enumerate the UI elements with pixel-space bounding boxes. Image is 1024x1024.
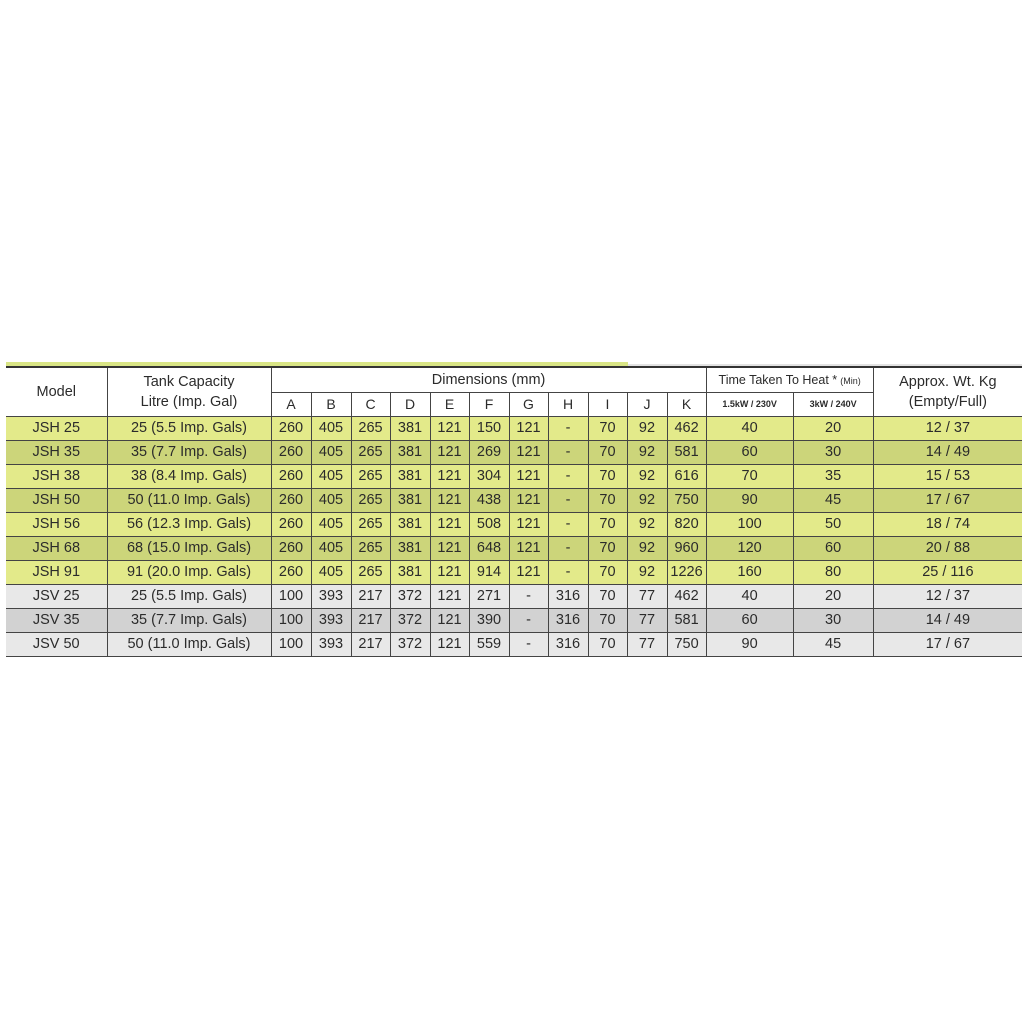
dim-g-cell: - [509, 584, 548, 608]
capacity-cell: 91 (20.0 Imp. Gals) [107, 560, 271, 584]
heat-2-cell: 45 [793, 632, 873, 656]
dim-h-cell: 316 [548, 632, 588, 656]
model-cell: JSH 38 [6, 464, 107, 488]
dim-k-cell: 462 [667, 584, 706, 608]
dim-j-cell: 77 [627, 608, 667, 632]
heat-2-cell: 80 [793, 560, 873, 584]
dim-k-cell: 960 [667, 536, 706, 560]
dim-f-cell: 271 [469, 584, 509, 608]
dim-d-cell: 381 [390, 464, 430, 488]
header-tank-capacity-line2: Litre (Imp. Gal) [140, 393, 238, 410]
table-row [6, 488, 1022, 512]
dim-j-cell: 92 [627, 536, 667, 560]
header-dim-k: K [667, 392, 706, 416]
dim-e-cell: 121 [430, 536, 469, 560]
dim-b-cell: 393 [311, 632, 351, 656]
capacity-cell: 38 (8.4 Imp. Gals) [107, 464, 271, 488]
dim-a-cell: 260 [271, 512, 311, 536]
dim-c-cell: 265 [351, 560, 390, 584]
dim-i-cell: 70 [588, 440, 627, 464]
heat-2-cell: 20 [793, 416, 873, 440]
heat-1-cell: 90 [706, 488, 793, 512]
dim-c-cell: 265 [351, 536, 390, 560]
dim-j-cell: 77 [627, 584, 667, 608]
dim-c-cell: 265 [351, 512, 390, 536]
dim-f-cell: 559 [469, 632, 509, 656]
table-row [6, 416, 1022, 440]
dim-g-cell: - [509, 608, 548, 632]
dim-a-cell: 100 [271, 608, 311, 632]
dim-k-cell: 820 [667, 512, 706, 536]
header-dim-d: D [390, 392, 430, 416]
weight-cell: 15 / 53 [873, 464, 1022, 488]
header-dim-g: G [509, 392, 548, 416]
dim-f-cell: 304 [469, 464, 509, 488]
dim-b-cell: 405 [311, 536, 351, 560]
dim-d-cell: 372 [390, 608, 430, 632]
weight-cell: 14 / 49 [873, 440, 1022, 464]
dim-c-cell: 265 [351, 488, 390, 512]
table-row [6, 632, 1022, 656]
dim-g-cell: 121 [509, 560, 548, 584]
header-dim-e: E [430, 392, 469, 416]
header-time-to-heat-label: Time Taken To Heat * [718, 372, 838, 387]
spec-table [6, 366, 1022, 657]
dim-b-cell: 405 [311, 560, 351, 584]
dim-i-cell: 70 [588, 632, 627, 656]
model-cell: JSV 35 [6, 608, 107, 632]
capacity-cell: 25 (5.5 Imp. Gals) [107, 416, 271, 440]
dim-j-cell: 77 [627, 632, 667, 656]
weight-cell: 17 / 67 [873, 488, 1022, 512]
heat-1-cell: 100 [706, 512, 793, 536]
table-row [6, 536, 1022, 560]
dim-b-cell: 405 [311, 440, 351, 464]
dim-e-cell: 121 [430, 488, 469, 512]
dim-e-cell: 121 [430, 560, 469, 584]
header-time-to-heat [706, 367, 873, 392]
dim-h-cell: - [548, 512, 588, 536]
header-dim-h: H [548, 392, 588, 416]
header-tank-capacity [107, 367, 271, 416]
dim-f-cell: 390 [469, 608, 509, 632]
header-weight-line1: Approx. Wt. Kg [899, 373, 997, 390]
dim-j-cell: 92 [627, 440, 667, 464]
heat-1-cell: 90 [706, 632, 793, 656]
dim-d-cell: 381 [390, 512, 430, 536]
dim-e-cell: 121 [430, 440, 469, 464]
dim-e-cell: 121 [430, 632, 469, 656]
weight-cell: 12 / 37 [873, 584, 1022, 608]
dim-i-cell: 70 [588, 560, 627, 584]
weight-cell: 25 / 116 [873, 560, 1022, 584]
dim-f-cell: 269 [469, 440, 509, 464]
capacity-cell: 35 (7.7 Imp. Gals) [107, 440, 271, 464]
table-row [6, 512, 1022, 536]
header-dimensions: Dimensions (mm) [271, 367, 706, 392]
dim-k-cell: 750 [667, 488, 706, 512]
capacity-cell: 50 (11.0 Imp. Gals) [107, 488, 271, 512]
header-dim-f: F [469, 392, 509, 416]
weight-cell: 12 / 37 [873, 416, 1022, 440]
dim-e-cell: 121 [430, 416, 469, 440]
dim-a-cell: 260 [271, 536, 311, 560]
dim-g-cell: 121 [509, 488, 548, 512]
dim-i-cell: 70 [588, 416, 627, 440]
heat-1-cell: 40 [706, 416, 793, 440]
table-header [6, 367, 1022, 416]
header-weight [873, 367, 1022, 416]
dim-a-cell: 100 [271, 584, 311, 608]
dim-c-cell: 265 [351, 440, 390, 464]
header-dim-i: I [588, 392, 627, 416]
dim-k-cell: 616 [667, 464, 706, 488]
table-row [6, 440, 1022, 464]
dim-h-cell: - [548, 440, 588, 464]
dim-c-cell: 217 [351, 608, 390, 632]
dim-d-cell: 381 [390, 440, 430, 464]
dim-i-cell: 70 [588, 536, 627, 560]
dim-d-cell: 372 [390, 584, 430, 608]
dim-k-cell: 581 [667, 608, 706, 632]
header-dim-b: B [311, 392, 351, 416]
header-model: Model [6, 367, 107, 416]
header-dim-c: C [351, 392, 390, 416]
model-cell: JSH 68 [6, 536, 107, 560]
table-row [6, 464, 1022, 488]
dim-i-cell: 70 [588, 608, 627, 632]
heat-2-cell: 30 [793, 608, 873, 632]
dim-h-cell: - [548, 464, 588, 488]
model-cell: JSH 50 [6, 488, 107, 512]
header-dim-j: J [627, 392, 667, 416]
dim-b-cell: 393 [311, 608, 351, 632]
heat-2-cell: 60 [793, 536, 873, 560]
table-body [6, 416, 1022, 656]
dim-a-cell: 260 [271, 464, 311, 488]
header-tank-capacity-line1: Tank Capacity [143, 373, 235, 390]
dim-c-cell: 217 [351, 584, 390, 608]
dim-h-cell: 316 [548, 584, 588, 608]
dim-h-cell: - [548, 536, 588, 560]
dim-b-cell: 393 [311, 584, 351, 608]
dim-g-cell: 121 [509, 416, 548, 440]
dim-e-cell: 121 [430, 464, 469, 488]
weight-cell: 18 / 74 [873, 512, 1022, 536]
capacity-cell: 25 (5.5 Imp. Gals) [107, 584, 271, 608]
dim-a-cell: 100 [271, 632, 311, 656]
dim-f-cell: 914 [469, 560, 509, 584]
dim-d-cell: 372 [390, 632, 430, 656]
dim-j-cell: 92 [627, 488, 667, 512]
dim-k-cell: 750 [667, 632, 706, 656]
dim-g-cell: - [509, 632, 548, 656]
dim-h-cell: 316 [548, 608, 588, 632]
dim-k-cell: 581 [667, 440, 706, 464]
dim-a-cell: 260 [271, 440, 311, 464]
model-cell: JSV 50 [6, 632, 107, 656]
heat-1-cell: 160 [706, 560, 793, 584]
capacity-cell: 68 (15.0 Imp. Gals) [107, 536, 271, 560]
model-cell: JSH 35 [6, 440, 107, 464]
dim-a-cell: 260 [271, 488, 311, 512]
dim-a-cell: 260 [271, 560, 311, 584]
dim-a-cell: 260 [271, 416, 311, 440]
dim-b-cell: 405 [311, 488, 351, 512]
dim-g-cell: 121 [509, 464, 548, 488]
dim-i-cell: 70 [588, 512, 627, 536]
dim-c-cell: 265 [351, 464, 390, 488]
table-row [6, 560, 1022, 584]
heat-1-cell: 60 [706, 440, 793, 464]
heat-1-cell: 60 [706, 608, 793, 632]
table-row [6, 584, 1022, 608]
header-heat-2: 3kW / 240V [793, 392, 873, 416]
dim-g-cell: 121 [509, 440, 548, 464]
dim-b-cell: 405 [311, 512, 351, 536]
table-row [6, 608, 1022, 632]
dim-h-cell: - [548, 488, 588, 512]
dim-d-cell: 381 [390, 560, 430, 584]
capacity-cell: 50 (11.0 Imp. Gals) [107, 632, 271, 656]
weight-cell: 20 / 88 [873, 536, 1022, 560]
dim-h-cell: - [548, 416, 588, 440]
dim-d-cell: 381 [390, 536, 430, 560]
heat-2-cell: 35 [793, 464, 873, 488]
dim-f-cell: 150 [469, 416, 509, 440]
heat-1-cell: 120 [706, 536, 793, 560]
dim-j-cell: 92 [627, 416, 667, 440]
dim-k-cell: 1226 [667, 560, 706, 584]
dim-f-cell: 438 [469, 488, 509, 512]
heat-2-cell: 45 [793, 488, 873, 512]
dim-i-cell: 70 [588, 464, 627, 488]
dim-c-cell: 217 [351, 632, 390, 656]
capacity-cell: 35 (7.7 Imp. Gals) [107, 608, 271, 632]
dim-j-cell: 92 [627, 560, 667, 584]
header-weight-line2: (Empty/Full) [908, 393, 987, 410]
dim-g-cell: 121 [509, 536, 548, 560]
heat-2-cell: 20 [793, 584, 873, 608]
dim-k-cell: 462 [667, 416, 706, 440]
model-cell: JSH 91 [6, 560, 107, 584]
dim-i-cell: 70 [588, 584, 627, 608]
model-cell: JSV 25 [6, 584, 107, 608]
dim-d-cell: 381 [390, 416, 430, 440]
dim-e-cell: 121 [430, 512, 469, 536]
dim-b-cell: 405 [311, 416, 351, 440]
weight-cell: 14 / 49 [873, 608, 1022, 632]
dim-d-cell: 381 [390, 488, 430, 512]
capacity-cell: 56 (12.3 Imp. Gals) [107, 512, 271, 536]
heat-1-cell: 40 [706, 584, 793, 608]
header-time-to-heat-unit: (Min) [840, 375, 861, 386]
dim-g-cell: 121 [509, 512, 548, 536]
dim-f-cell: 508 [469, 512, 509, 536]
heat-2-cell: 30 [793, 440, 873, 464]
weight-cell: 17 / 67 [873, 632, 1022, 656]
model-cell: JSH 25 [6, 416, 107, 440]
dim-f-cell: 648 [469, 536, 509, 560]
dim-i-cell: 70 [588, 488, 627, 512]
dim-j-cell: 92 [627, 464, 667, 488]
model-cell: JSH 56 [6, 512, 107, 536]
dim-b-cell: 405 [311, 464, 351, 488]
header-dim-a: A [271, 392, 311, 416]
dim-h-cell: - [548, 560, 588, 584]
dim-e-cell: 121 [430, 608, 469, 632]
dim-j-cell: 92 [627, 512, 667, 536]
header-heat-1: 1.5kW / 230V [706, 392, 793, 416]
heat-1-cell: 70 [706, 464, 793, 488]
dim-c-cell: 265 [351, 416, 390, 440]
dim-e-cell: 121 [430, 584, 469, 608]
heat-2-cell: 50 [793, 512, 873, 536]
